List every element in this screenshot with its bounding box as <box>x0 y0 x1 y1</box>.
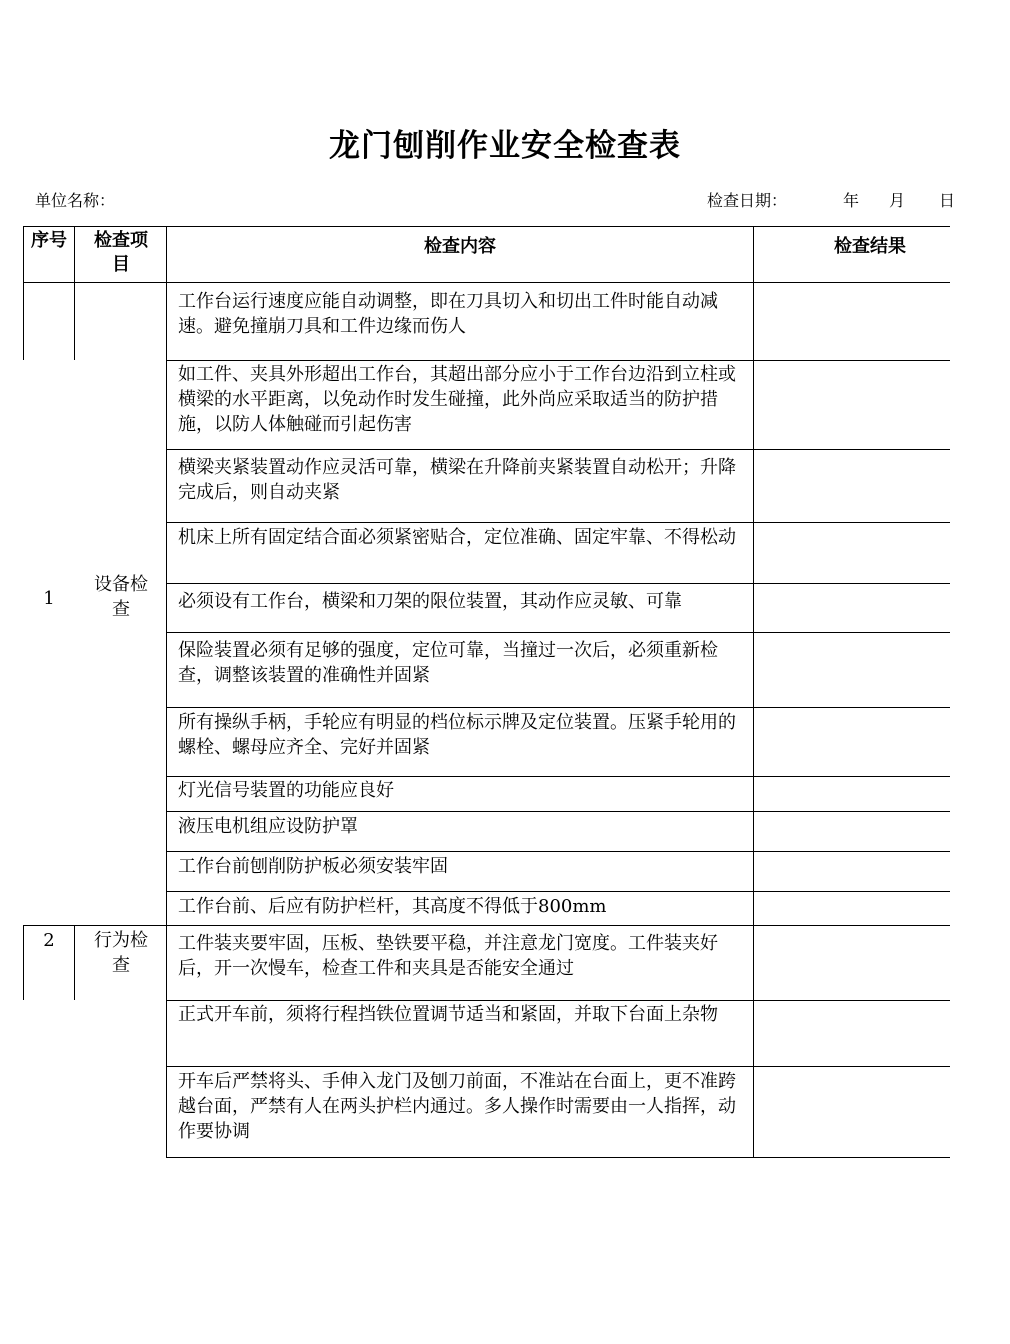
check-item: 工作台前、后应有防护栏杆，其高度不得低于800mm <box>178 896 607 917</box>
check-item: 工作台运行速度应能自动调整，即在刀具切入和切出工件时能自动减速。避免撞崩刀具和工件边缘而伤人 <box>178 291 718 337</box>
check-item: 横梁夹紧装置动作应灵活可靠，横梁在升降前夹紧装置自动松开；升降完成后，则自动夹紧 <box>178 457 736 503</box>
check-item: 保险装置必须有足够的强度，定位可靠，当撞过一次后，必须重新检查，调整该装置的准确性并固紧 <box>178 640 718 686</box>
date-label: 检查日期： <box>707 191 788 210</box>
check-item: 所有操纵手柄，手轮应有明显的档位标示牌及定位装置。压紧手轮用的螺栓、螺母应齐全、完好并固紧 <box>178 712 736 758</box>
unit-name-label: 单位名称： <box>35 191 116 210</box>
check-item: 如工件、夹具外形超出工作台，其超出部分应小于工作台边沿到立柱或横梁的水平距离，以免动作时发生碰撞，此外尚应采取适当的防护措施，以防人体触碰而引起伤害 <box>178 364 736 435</box>
header-result: 检查结果 <box>834 236 906 257</box>
date-year: 年 <box>843 191 860 210</box>
date-day: 日 <box>939 191 956 210</box>
check-item: 机床上所有固定结合面必须紧密贴合，定位准确、固定牢靠、不得松动 <box>178 527 736 548</box>
check-item: 液压电机组应设防护罩 <box>178 816 358 837</box>
check-item: 工作台前刨削防护板必须安装牢固 <box>178 856 448 877</box>
header-seq: 序号 <box>31 230 67 251</box>
group-item: 设备检查 <box>94 574 148 620</box>
group-seq: 1 <box>43 588 55 609</box>
check-item: 工件装夹要牢固，压板、垫铁要平稳，并注意龙门宽度。工件装夹好后，开一次慢车，检查工件和夹具是否能安全通过 <box>178 933 718 979</box>
check-date-label <box>707 188 955 211</box>
check-item: 灯光信号装置的功能应良好 <box>178 780 394 801</box>
check-item: 正式开车前，须将行程挡铁位置调节适当和紧固，并取下台面上杂物 <box>178 1004 718 1025</box>
group-seq: 2 <box>43 930 55 951</box>
page-title: 龙门刨削作业安全检查表 <box>329 128 681 164</box>
header-content: 检查内容 <box>424 236 496 257</box>
date-month: 月 <box>889 191 906 210</box>
check-item: 开车后严禁将头、手伸入龙门及刨刀前面，不准站在台面上，更不准跨越台面，严禁有人在两头护栏内通过。多人操作时需要由一人指挥，动作要协调 <box>178 1071 736 1142</box>
group-item: 行为检查 <box>94 930 148 976</box>
check-item: 必须设有工作台，横梁和刀架的限位装置，其动作应灵敏、可靠 <box>178 591 682 612</box>
header-item: 检查项目 <box>94 230 148 275</box>
